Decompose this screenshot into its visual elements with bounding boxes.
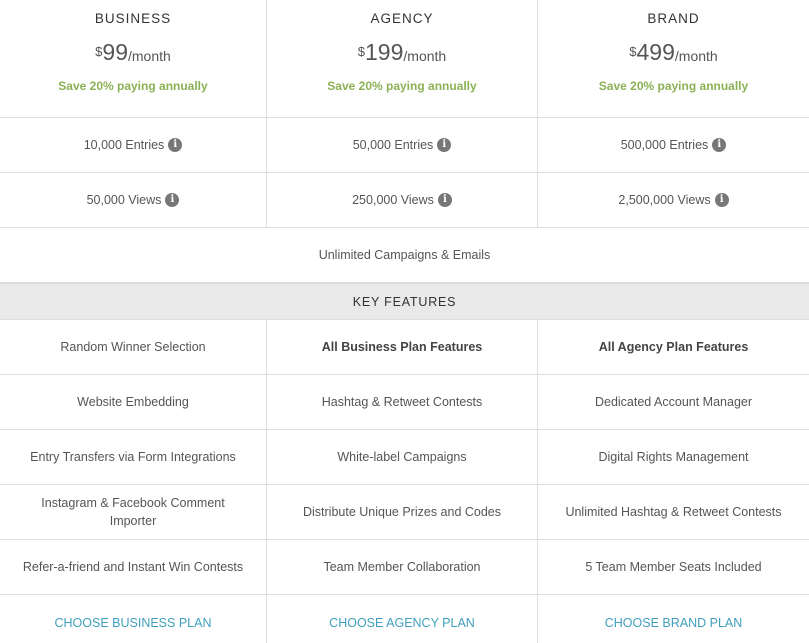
feature-cell: Dedicated Account Manager [594, 395, 753, 409]
price-amount: 99 [102, 39, 128, 65]
annual-savings: Save 20% paying annually [598, 79, 749, 93]
feature-row [0, 375, 809, 430]
info-icon[interactable]: i [712, 138, 726, 152]
plan-name: AGENCY [370, 11, 434, 26]
views-cell [0, 173, 267, 227]
views-cell [538, 173, 809, 227]
shared-feature-row [0, 228, 809, 283]
feature-row [0, 320, 809, 375]
info-icon[interactable]: i [437, 138, 451, 152]
feature-cell: Hashtag & Retweet Contests [267, 375, 538, 429]
feature-cell: All Business Plan Features [267, 320, 538, 374]
feature-cell: Unlimited Hashtag & Retweet Contests [565, 505, 782, 519]
key-features-header [0, 283, 809, 320]
choose-business-plan-link[interactable]: CHOOSE BUSINESS PLAN [54, 615, 212, 630]
annual-savings: Save 20% paying annually [58, 79, 208, 93]
price-period: /month [128, 48, 171, 64]
entries-cell [267, 118, 538, 172]
views-cell [267, 173, 538, 227]
views-label: 50,000 Views [86, 193, 162, 207]
price-amount: 199 [365, 39, 404, 65]
feature-cell: Entry Transfers via Form Integrations [0, 430, 267, 484]
views-label: 250,000 Views [352, 193, 434, 207]
price-period: /month [403, 48, 447, 64]
plan-price [629, 40, 717, 65]
choose-brand-plan-link[interactable]: CHOOSE BRAND PLAN [604, 615, 743, 630]
feature-cell: Team Member Collaboration [267, 540, 538, 594]
feature-row [0, 485, 809, 540]
plan-price [358, 40, 446, 65]
entries-row [0, 118, 809, 173]
cta-cell [538, 595, 809, 643]
plan-header-row [0, 0, 809, 118]
plan-business-header [0, 0, 267, 117]
cta-row [0, 595, 809, 643]
entries-label: 50,000 Entries [352, 138, 434, 152]
price-period: /month [674, 48, 718, 64]
shared-feature: Unlimited Campaigns & Emails [318, 248, 491, 262]
info-icon[interactable]: i [165, 193, 179, 207]
choose-agency-plan-link[interactable]: CHOOSE AGENCY PLAN [329, 615, 475, 630]
feature-cell: Website Embedding [0, 375, 267, 429]
cta-cell [0, 595, 267, 643]
feature-cell: Digital Rights Management [598, 450, 749, 464]
entries-cell [538, 118, 809, 172]
feature-cell: Instagram & Facebook Comment Importer [0, 485, 267, 539]
feature-cell: Distribute Unique Prizes and Codes [267, 485, 538, 539]
feature-cell: Refer-a-friend and Instant Win Contests [0, 540, 267, 594]
entries-cell [0, 118, 267, 172]
price-currency: $ [357, 44, 366, 59]
plan-agency-header [267, 0, 538, 117]
plan-price [95, 40, 171, 65]
price-currency: $ [95, 44, 103, 59]
info-icon[interactable]: i [715, 193, 729, 207]
feature-cell: Random Winner Selection [0, 320, 267, 374]
entries-label: 500,000 Entries [620, 138, 709, 152]
feature-row [0, 540, 809, 595]
price-amount: 499 [636, 39, 675, 65]
plan-name: BRAND [647, 11, 700, 26]
price-currency: $ [629, 44, 637, 59]
plan-name: BUSINESS [94, 11, 172, 26]
info-icon[interactable]: i [168, 138, 182, 152]
annual-savings: Save 20% paying annually [327, 79, 477, 93]
feature-cell: All Agency Plan Features [598, 340, 749, 354]
views-row [0, 173, 809, 228]
feature-cell: White-label Campaigns [267, 430, 538, 484]
key-features-title: KEY FEATURES [352, 294, 457, 309]
entries-label: 10,000 Entries [83, 138, 165, 152]
plan-brand-header [538, 0, 809, 117]
feature-cell: 5 Team Member Seats Included [585, 560, 762, 574]
feature-row [0, 430, 809, 485]
info-icon[interactable]: i [438, 193, 452, 207]
views-label: 2,500,000 Views [618, 193, 711, 207]
cta-cell [267, 595, 538, 643]
